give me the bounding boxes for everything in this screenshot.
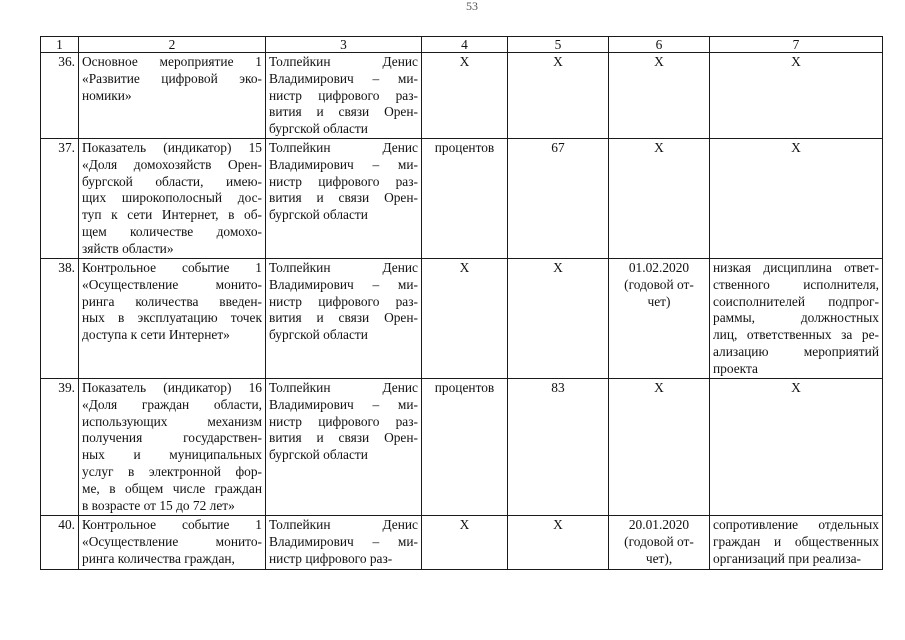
table-row — [41, 139, 883, 259]
name-line: Контрольное событие 1 — [82, 517, 262, 532]
responsible-line: Владимирович – ми- — [269, 276, 418, 292]
table-row — [41, 53, 883, 139]
risk-line: Х — [791, 140, 801, 155]
name-line: бургской области, имею- — [82, 173, 262, 189]
value-cell — [508, 516, 609, 570]
num-text: 40. — [58, 517, 75, 532]
risk-line: организаций при реализа- — [713, 550, 862, 566]
deadline-cell — [609, 379, 710, 516]
responsible-line: нистр цифрового раз- — [269, 87, 418, 103]
name-line: Контрольное событие 1 — [82, 260, 262, 275]
activity-name-cell — [79, 516, 266, 570]
value-text: Х — [553, 517, 563, 532]
num-text: 37. — [58, 140, 75, 155]
responsible-line: Толпейкин Денис — [269, 54, 418, 69]
unit-cell — [422, 379, 508, 516]
column-number-cell: 4 — [422, 37, 508, 53]
risk-line: ственного исполнителя, — [713, 276, 879, 292]
name-line: в возрасте от 15 до 72 лет» — [82, 497, 235, 513]
date-line: 20.01.2020 — [628, 517, 690, 532]
table-row — [41, 259, 883, 379]
risk-cell — [710, 139, 883, 259]
row-number-cell — [41, 516, 79, 570]
row-number-cell — [41, 259, 79, 379]
value-text: 67 — [551, 140, 565, 155]
activity-name-cell — [79, 259, 266, 379]
responsible-line: вития и связи Орен- — [269, 430, 418, 446]
activity-name-cell — [79, 379, 266, 516]
column-number-cell: 3 — [266, 37, 422, 53]
name-line: доступа к сети Интернет» — [82, 327, 230, 343]
responsible-line: бургской области — [269, 447, 368, 463]
responsible-person-cell — [266, 53, 422, 139]
column-number-cell: 6 — [609, 37, 710, 53]
responsible-line: Толпейкин Денис — [269, 380, 418, 395]
unit-cell — [422, 53, 508, 139]
activity-name-cell — [79, 139, 266, 259]
column-number-cell: 1 — [41, 37, 79, 53]
name-line: ме, в общем числе граждан — [82, 480, 262, 496]
name-line: Показатель (индикатор) 16 — [82, 380, 262, 395]
responsible-line: вития и связи Орен- — [269, 310, 418, 326]
name-line: ринга количества введен- — [82, 293, 262, 309]
name-line: Показатель (индикатор) 15 — [82, 140, 262, 155]
responsible-line: бургской области — [269, 207, 368, 223]
name-line: «Осуществление монито- — [82, 276, 262, 292]
name-line: «Доля домохозяйств Орен- — [82, 156, 262, 172]
unit-text: Х — [459, 260, 470, 275]
name-line: получения государствен- — [82, 430, 262, 446]
page-number: 53 — [466, 0, 478, 13]
risk-line: проекта — [713, 360, 758, 376]
date-line: чет) — [647, 293, 671, 309]
date-line: Х — [654, 54, 664, 69]
responsible-person-cell — [266, 139, 422, 259]
responsible-line: нистр цифрового раз- — [269, 293, 418, 309]
column-number-row — [41, 37, 883, 53]
responsible-line: Толпейкин Денис — [269, 140, 418, 155]
value-cell — [508, 259, 609, 379]
risk-line: граждан и общественных — [713, 533, 879, 549]
table-row — [41, 379, 883, 516]
deadline-cell — [609, 53, 710, 139]
unit-text: Х — [459, 517, 470, 532]
date-line: (годовой от- — [624, 276, 694, 292]
responsible-line: Владимирович – ми- — [269, 533, 418, 549]
value-text: 83 — [551, 380, 565, 395]
name-line: ных в эксплуатацию точек — [82, 310, 262, 326]
responsible-line: Толпейкин Денис — [269, 517, 418, 532]
unit-text: процентов — [434, 140, 495, 155]
responsible-line: бургской области — [269, 327, 368, 343]
name-line: услуг в электронной фор- — [82, 463, 262, 479]
responsible-line: бургской области — [269, 121, 368, 137]
name-line: «Доля граждан области, — [82, 396, 262, 412]
responsible-line: Владимирович – ми- — [269, 70, 418, 86]
name-line: «Развитие цифровой эко- — [82, 70, 262, 86]
risk-line: низкая дисциплина ответ- — [713, 260, 879, 275]
name-line: Основное мероприятие 1 — [82, 54, 262, 69]
risk-line: раммы, должностных — [713, 310, 879, 326]
risk-line: Х — [791, 380, 801, 395]
name-line: туп к сети Интернет, в об- — [82, 207, 262, 223]
deadline-cell — [609, 139, 710, 259]
name-line: использующих механизм — [82, 413, 262, 429]
responsible-line: вития и связи Орен- — [269, 190, 418, 206]
risk-cell — [710, 53, 883, 139]
responsible-person-cell — [266, 516, 422, 570]
activity-name-cell — [79, 53, 266, 139]
column-number-cell: 5 — [508, 37, 609, 53]
risk-line: соисполнителей подпрог- — [713, 293, 879, 309]
date-line: Х — [654, 380, 664, 395]
value-text: Х — [553, 260, 563, 275]
num-text: 36. — [58, 54, 75, 69]
name-line: зяйств области» — [82, 240, 174, 256]
name-line: щих широкополосный дос- — [82, 190, 262, 206]
date-line: Х — [654, 140, 664, 155]
name-line: номики» — [82, 87, 132, 103]
risk-line: Х — [791, 54, 801, 69]
unit-cell — [422, 259, 508, 379]
responsible-line: Владимирович – ми- — [269, 396, 418, 412]
document-table — [40, 36, 883, 570]
date-line: 01.02.2020 — [628, 260, 690, 275]
risk-cell — [710, 259, 883, 379]
row-number-cell — [41, 53, 79, 139]
name-line: щем количестве домохо- — [82, 223, 262, 239]
value-cell — [508, 139, 609, 259]
unit-cell — [422, 516, 508, 570]
responsible-person-cell — [266, 259, 422, 379]
column-number-cell: 2 — [79, 37, 266, 53]
risk-cell — [710, 516, 883, 570]
unit-text: Х — [459, 54, 470, 69]
responsible-line: нистр цифрового раз- — [269, 550, 393, 566]
risk-line: лиц, ответственных за ре- — [713, 327, 879, 343]
risk-cell — [710, 379, 883, 516]
unit-text: процентов — [434, 380, 495, 395]
date-line: чет), — [645, 550, 673, 566]
deadline-cell — [609, 259, 710, 379]
risk-line: сопротивление отдельных — [713, 517, 879, 532]
value-cell — [508, 379, 609, 516]
column-number-cell: 7 — [710, 37, 883, 53]
responsible-line: вития и связи Орен- — [269, 104, 418, 120]
responsible-line: Владимирович – ми- — [269, 156, 418, 172]
deadline-cell — [609, 516, 710, 570]
responsible-line: Толпейкин Денис — [269, 260, 418, 275]
risk-line: ализацию мероприятий — [713, 343, 879, 359]
responsible-person-cell — [266, 379, 422, 516]
unit-cell — [422, 139, 508, 259]
num-text: 38. — [58, 260, 75, 275]
name-line: ринга количества граждан, — [82, 550, 235, 566]
responsible-line: нистр цифрового раз- — [269, 173, 418, 189]
value-text: Х — [553, 54, 563, 69]
name-line: ных и муниципальных — [82, 447, 262, 463]
name-line: «Осуществление монито- — [82, 533, 262, 549]
date-line: (годовой от- — [624, 533, 694, 549]
table-row — [41, 516, 883, 570]
responsible-line: нистр цифрового раз- — [269, 413, 418, 429]
row-number-cell — [41, 139, 79, 259]
value-cell — [508, 53, 609, 139]
num-text: 39. — [58, 380, 75, 395]
row-number-cell — [41, 379, 79, 516]
